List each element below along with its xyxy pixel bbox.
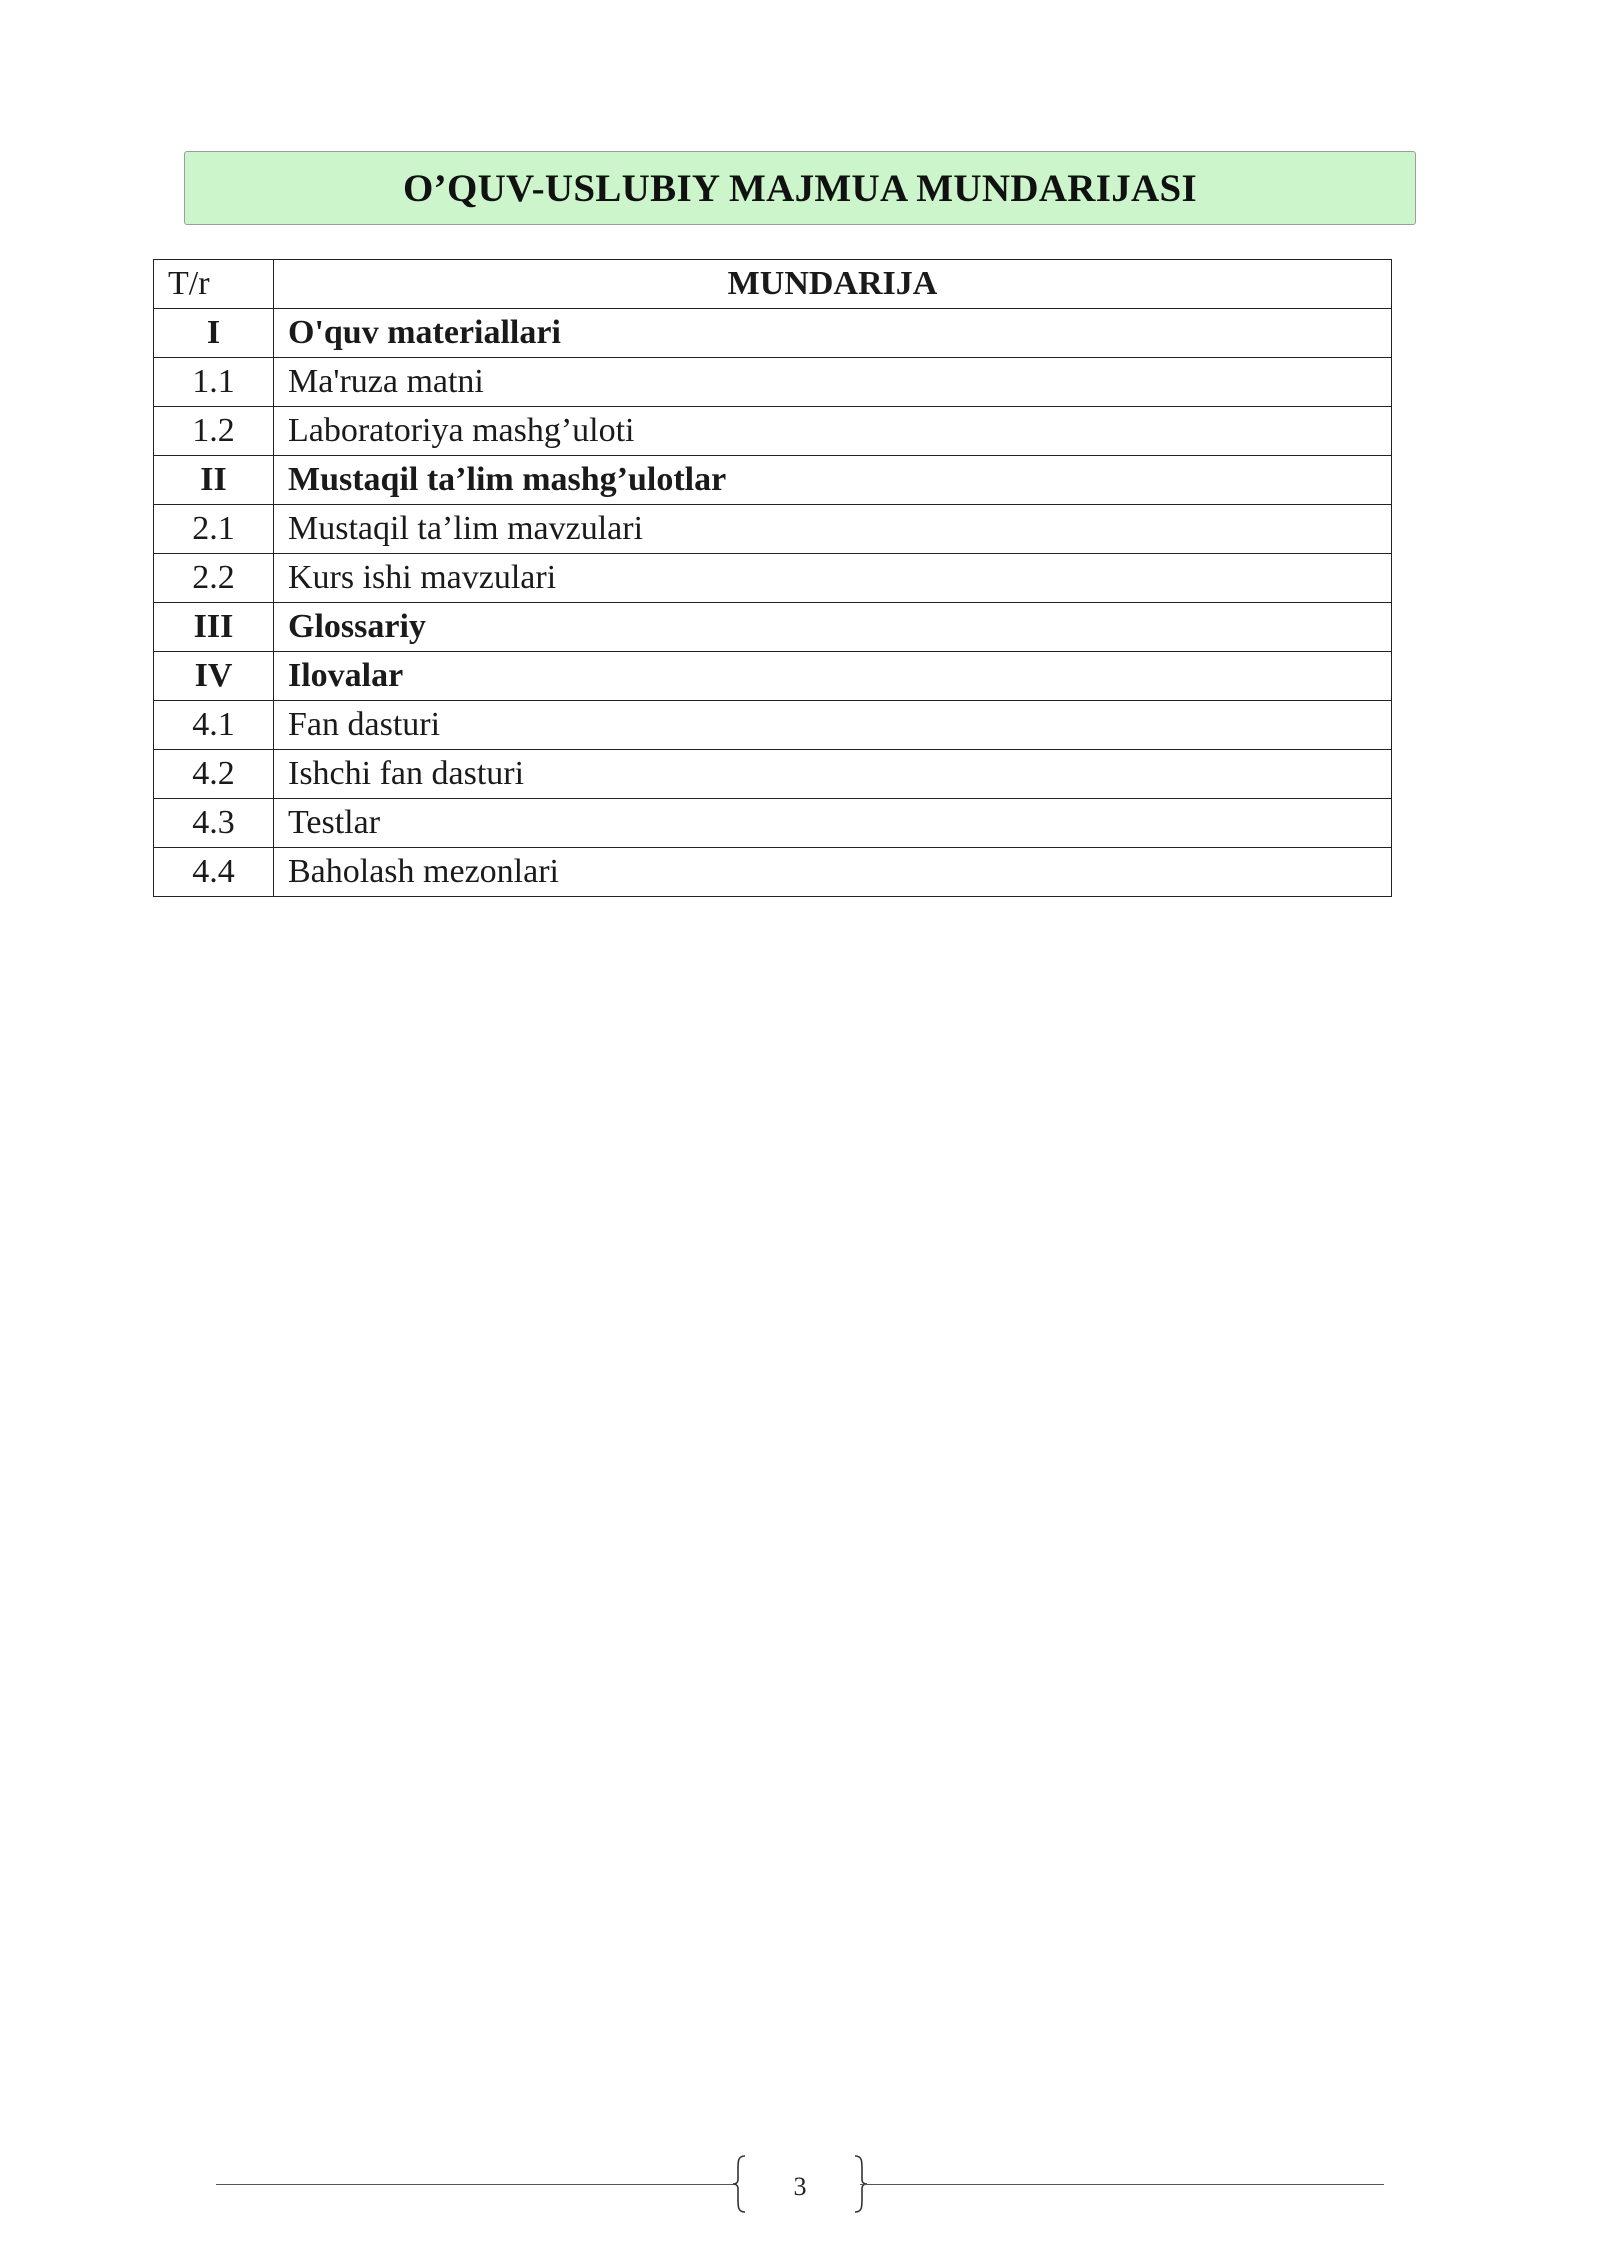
row-title: Mustaqil ta’lim mavzulari [274, 505, 1392, 554]
column-header-contents: MUNDARIJA [274, 260, 1392, 309]
table-row [154, 701, 1392, 750]
footer-rule-left [216, 2184, 734, 2185]
table-body [154, 309, 1392, 897]
row-number: 4.4 [154, 848, 274, 897]
row-number: II [154, 456, 274, 505]
row-title: Testlar [274, 799, 1392, 848]
table-row [154, 799, 1392, 848]
row-title: Fan dasturi [274, 701, 1392, 750]
section-row [154, 309, 1392, 358]
page-number: 3 [793, 2172, 807, 2201]
row-title: Glossariy [274, 603, 1392, 652]
row-number: 4.3 [154, 799, 274, 848]
row-title: Ma'ruza matni [274, 358, 1392, 407]
row-number: 4.1 [154, 701, 274, 750]
row-title: Ilovalar [274, 652, 1392, 701]
row-title: Ishchi fan dasturi [274, 750, 1392, 799]
column-header-number: T/r [154, 260, 274, 309]
table-header-row [154, 260, 1392, 309]
contents-table [153, 259, 1392, 897]
footer-rule-right [860, 2184, 1384, 2185]
footer-left-brace [732, 2155, 748, 2213]
row-title: Baholash mezonlari [274, 848, 1392, 897]
section-row [154, 456, 1392, 505]
row-number: 1.1 [154, 358, 274, 407]
table-row [154, 505, 1392, 554]
table-row [154, 407, 1392, 456]
table-row [154, 554, 1392, 603]
row-title: Kurs ishi mavzulari [274, 554, 1392, 603]
table-row [154, 848, 1392, 897]
page-title: O’QUV-USLUBIY MAJMUA MUNDARIJASI [403, 166, 1197, 210]
table-row [154, 750, 1392, 799]
section-row [154, 652, 1392, 701]
row-title: O'quv materiallari [274, 309, 1392, 358]
row-number: IV [154, 652, 274, 701]
row-title: Mustaqil ta’lim mashg’ulotlar [274, 456, 1392, 505]
section-row [154, 603, 1392, 652]
row-number: I [154, 309, 274, 358]
row-number: III [154, 603, 274, 652]
row-number: 2.2 [154, 554, 274, 603]
row-number: 4.2 [154, 750, 274, 799]
row-title: Laboratoriya mashg’uloti [274, 407, 1392, 456]
row-number: 1.2 [154, 407, 274, 456]
row-number: 2.1 [154, 505, 274, 554]
title-banner [184, 151, 1416, 225]
table-row [154, 358, 1392, 407]
